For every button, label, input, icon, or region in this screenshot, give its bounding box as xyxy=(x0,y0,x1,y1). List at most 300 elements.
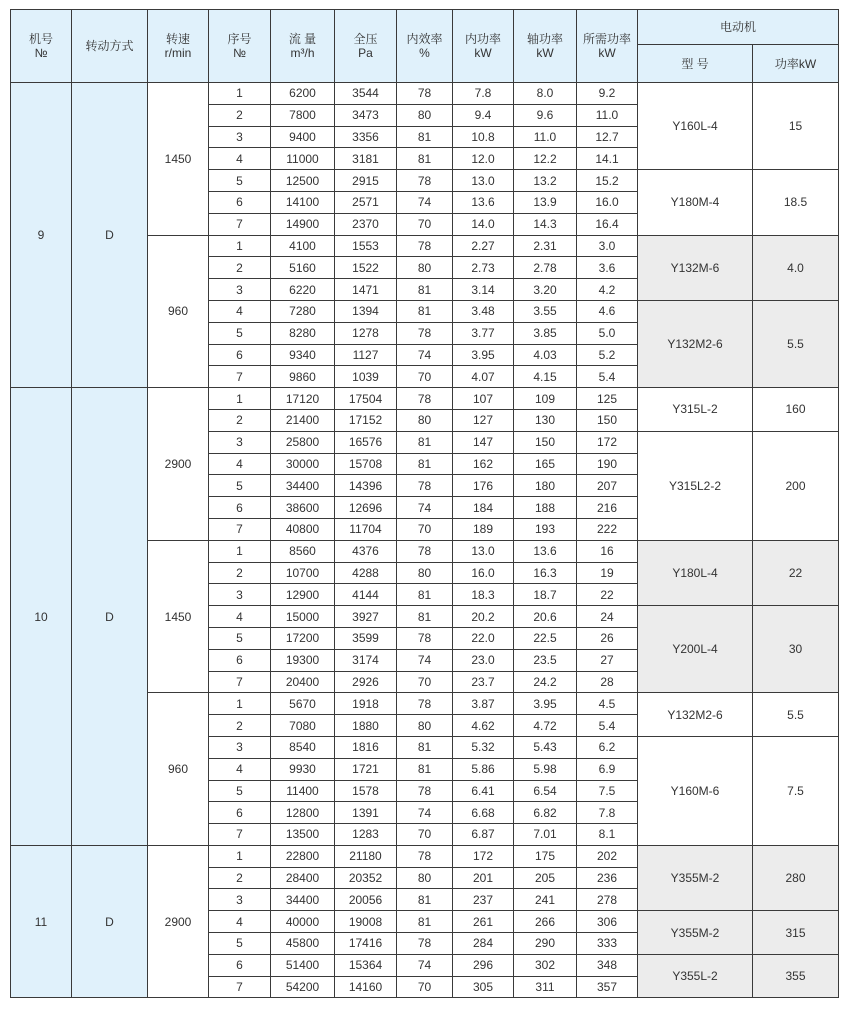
int-power-cell: 189 xyxy=(453,518,514,540)
int-power-cell: 20.2 xyxy=(453,606,514,628)
motor-model-cell: Y180L-4 xyxy=(638,540,753,605)
pressure-cell: 1283 xyxy=(335,824,397,846)
pressure-cell: 15708 xyxy=(335,453,397,475)
pressure-cell: 1721 xyxy=(335,758,397,780)
seq-cell: 3 xyxy=(209,126,271,148)
shaft-power-cell: 3.85 xyxy=(514,322,577,344)
shaft-power-cell: 23.5 xyxy=(514,649,577,671)
header-model: 型 号 xyxy=(638,45,753,83)
shaft-power-cell: 266 xyxy=(514,911,577,933)
pressure-cell: 20056 xyxy=(335,889,397,911)
flow-cell: 34400 xyxy=(271,475,335,497)
pressure-cell: 17504 xyxy=(335,388,397,410)
flow-cell: 9860 xyxy=(271,366,335,388)
seq-cell: 5 xyxy=(209,627,271,649)
shaft-power-cell: 4.03 xyxy=(514,344,577,366)
flow-cell: 34400 xyxy=(271,889,335,911)
flow-cell: 9930 xyxy=(271,758,335,780)
int-power-cell: 16.0 xyxy=(453,562,514,584)
int-eff-cell: 81 xyxy=(397,889,453,911)
motor-model-cell: Y315L-2 xyxy=(638,388,753,432)
int-power-cell: 237 xyxy=(453,889,514,911)
speed-cell: 1450 xyxy=(148,83,209,236)
shaft-power-cell: 5.43 xyxy=(514,736,577,758)
req-power-cell: 12.7 xyxy=(577,126,638,148)
flow-cell: 22800 xyxy=(271,845,335,867)
shaft-power-cell: 7.01 xyxy=(514,824,577,846)
req-power-cell: 5.2 xyxy=(577,344,638,366)
req-power-cell: 5.4 xyxy=(577,715,638,737)
header-int-eff-unit: % xyxy=(419,46,430,60)
speed-cell: 2900 xyxy=(148,388,209,541)
seq-cell: 1 xyxy=(209,540,271,562)
int-eff-cell: 78 xyxy=(397,845,453,867)
header-int-power-unit: kW xyxy=(474,46,492,60)
int-eff-cell: 70 xyxy=(397,976,453,998)
req-power-cell: 14.1 xyxy=(577,148,638,170)
pressure-cell: 1918 xyxy=(335,693,397,715)
req-power-cell: 7.8 xyxy=(577,802,638,824)
motor-power-cell: 355 xyxy=(753,954,839,998)
int-eff-cell: 81 xyxy=(397,431,453,453)
req-power-cell: 4.2 xyxy=(577,279,638,301)
seq-cell: 4 xyxy=(209,453,271,475)
motor-power-cell: 5.5 xyxy=(753,693,839,737)
int-eff-cell: 78 xyxy=(397,322,453,344)
seq-cell: 2 xyxy=(209,562,271,584)
req-power-cell: 4.6 xyxy=(577,300,638,322)
machine-no-cell: 9 xyxy=(11,83,72,388)
shaft-power-cell: 109 xyxy=(514,388,577,410)
int-eff-cell: 80 xyxy=(397,715,453,737)
flow-cell: 4100 xyxy=(271,235,335,257)
req-power-cell: 4.5 xyxy=(577,693,638,715)
seq-cell: 3 xyxy=(209,736,271,758)
shaft-power-cell: 13.9 xyxy=(514,191,577,213)
flow-cell: 10700 xyxy=(271,562,335,584)
shaft-power-cell: 9.6 xyxy=(514,104,577,126)
int-eff-cell: 81 xyxy=(397,911,453,933)
header-pressure xyxy=(335,10,397,83)
shaft-power-cell: 130 xyxy=(514,409,577,431)
pressure-cell: 15364 xyxy=(335,954,397,976)
shaft-power-cell: 16.3 xyxy=(514,562,577,584)
shaft-power-cell: 13.6 xyxy=(514,540,577,562)
header-int-power xyxy=(453,10,514,83)
pressure-cell: 1471 xyxy=(335,279,397,301)
table-row xyxy=(11,83,839,105)
pressure-cell: 1816 xyxy=(335,736,397,758)
seq-cell: 2 xyxy=(209,715,271,737)
seq-cell: 2 xyxy=(209,104,271,126)
pressure-cell: 1278 xyxy=(335,322,397,344)
machine-no-cell: 10 xyxy=(11,388,72,846)
header-shaft-power xyxy=(514,10,577,83)
int-eff-cell: 78 xyxy=(397,170,453,192)
shaft-power-cell: 165 xyxy=(514,453,577,475)
int-power-cell: 14.0 xyxy=(453,213,514,235)
pressure-cell: 1522 xyxy=(335,257,397,279)
flow-cell: 51400 xyxy=(271,954,335,976)
int-power-cell: 107 xyxy=(453,388,514,410)
flow-cell: 17120 xyxy=(271,388,335,410)
req-power-cell: 16.4 xyxy=(577,213,638,235)
machine-no-cell: 11 xyxy=(11,845,72,998)
shaft-power-cell: 3.55 xyxy=(514,300,577,322)
req-power-cell: 172 xyxy=(577,431,638,453)
pressure-cell: 11704 xyxy=(335,518,397,540)
pressure-cell: 12696 xyxy=(335,497,397,519)
req-power-cell: 5.4 xyxy=(577,366,638,388)
pressure-cell: 1553 xyxy=(335,235,397,257)
shaft-power-cell: 193 xyxy=(514,518,577,540)
flow-cell: 14900 xyxy=(271,213,335,235)
pressure-cell: 4288 xyxy=(335,562,397,584)
seq-cell: 2 xyxy=(209,867,271,889)
flow-cell: 21400 xyxy=(271,409,335,431)
int-eff-cell: 74 xyxy=(397,954,453,976)
speed-cell: 960 xyxy=(148,693,209,846)
shaft-power-cell: 5.98 xyxy=(514,758,577,780)
req-power-cell: 24 xyxy=(577,606,638,628)
flow-cell: 15000 xyxy=(271,606,335,628)
int-power-cell: 2.73 xyxy=(453,257,514,279)
seq-cell: 3 xyxy=(209,279,271,301)
int-eff-cell: 70 xyxy=(397,213,453,235)
motor-power-cell: 7.5 xyxy=(753,736,839,845)
int-power-cell: 6.68 xyxy=(453,802,514,824)
seq-cell: 6 xyxy=(209,954,271,976)
shaft-power-cell: 302 xyxy=(514,954,577,976)
motor-model-cell: Y200L-4 xyxy=(638,606,753,693)
int-power-cell: 13.0 xyxy=(453,170,514,192)
seq-cell: 1 xyxy=(209,235,271,257)
shaft-power-cell: 2.78 xyxy=(514,257,577,279)
seq-cell: 6 xyxy=(209,191,271,213)
int-eff-cell: 80 xyxy=(397,257,453,279)
flow-cell: 25800 xyxy=(271,431,335,453)
flow-cell: 5160 xyxy=(271,257,335,279)
motor-power-cell: 200 xyxy=(753,431,839,540)
motor-model-cell: Y160L-4 xyxy=(638,83,753,170)
drive-cell: D xyxy=(72,388,148,846)
header-seq xyxy=(209,10,271,83)
int-power-cell: 23.0 xyxy=(453,649,514,671)
seq-cell: 5 xyxy=(209,322,271,344)
pressure-cell: 4144 xyxy=(335,584,397,606)
motor-power-cell: 30 xyxy=(753,606,839,693)
flow-cell: 13500 xyxy=(271,824,335,846)
header-req-power-label: 所需功率 xyxy=(582,32,631,46)
int-eff-cell: 70 xyxy=(397,824,453,846)
pressure-cell: 17152 xyxy=(335,409,397,431)
int-eff-cell: 74 xyxy=(397,649,453,671)
flow-cell: 6200 xyxy=(271,83,335,105)
shaft-power-cell: 24.2 xyxy=(514,671,577,693)
motor-model-cell: Y132M2-6 xyxy=(638,693,753,737)
flow-cell: 11000 xyxy=(271,148,335,170)
seq-cell: 7 xyxy=(209,976,271,998)
seq-cell: 5 xyxy=(209,170,271,192)
int-power-cell: 13.6 xyxy=(453,191,514,213)
pressure-cell: 20352 xyxy=(335,867,397,889)
flow-cell: 17200 xyxy=(271,627,335,649)
seq-cell: 7 xyxy=(209,824,271,846)
int-power-cell: 3.14 xyxy=(453,279,514,301)
int-power-cell: 3.48 xyxy=(453,300,514,322)
shaft-power-cell: 8.0 xyxy=(514,83,577,105)
pressure-cell: 3174 xyxy=(335,649,397,671)
int-eff-cell: 81 xyxy=(397,453,453,475)
req-power-cell: 357 xyxy=(577,976,638,998)
int-eff-cell: 78 xyxy=(397,388,453,410)
int-power-cell: 176 xyxy=(453,475,514,497)
header-flow-unit: m³/h xyxy=(290,46,315,60)
flow-cell: 8280 xyxy=(271,322,335,344)
int-power-cell: 305 xyxy=(453,976,514,998)
seq-cell: 4 xyxy=(209,148,271,170)
pressure-cell: 17416 xyxy=(335,933,397,955)
seq-cell: 1 xyxy=(209,693,271,715)
flow-cell: 7280 xyxy=(271,300,335,322)
flow-cell: 7080 xyxy=(271,715,335,737)
motor-power-cell: 18.5 xyxy=(753,170,839,235)
seq-cell: 7 xyxy=(209,213,271,235)
shaft-power-cell: 205 xyxy=(514,867,577,889)
seq-cell: 3 xyxy=(209,584,271,606)
shaft-power-cell: 4.72 xyxy=(514,715,577,737)
int-eff-cell: 80 xyxy=(397,562,453,584)
pressure-cell: 3356 xyxy=(335,126,397,148)
int-eff-cell: 81 xyxy=(397,148,453,170)
int-power-cell: 201 xyxy=(453,867,514,889)
flow-cell: 8540 xyxy=(271,736,335,758)
pressure-cell: 16576 xyxy=(335,431,397,453)
int-eff-cell: 81 xyxy=(397,300,453,322)
int-power-cell: 9.4 xyxy=(453,104,514,126)
req-power-cell: 3.0 xyxy=(577,235,638,257)
header-req-power xyxy=(577,10,638,83)
req-power-cell: 19 xyxy=(577,562,638,584)
seq-cell: 6 xyxy=(209,649,271,671)
flow-cell: 12800 xyxy=(271,802,335,824)
seq-cell: 1 xyxy=(209,388,271,410)
seq-cell: 4 xyxy=(209,606,271,628)
pressure-cell: 3599 xyxy=(335,627,397,649)
req-power-cell: 202 xyxy=(577,845,638,867)
int-power-cell: 23.7 xyxy=(453,671,514,693)
header-int-eff xyxy=(397,10,453,83)
speed-cell: 960 xyxy=(148,235,209,388)
int-eff-cell: 81 xyxy=(397,126,453,148)
req-power-cell: 278 xyxy=(577,889,638,911)
seq-cell: 4 xyxy=(209,300,271,322)
int-power-cell: 4.62 xyxy=(453,715,514,737)
header-seq-label: 序号 xyxy=(227,32,252,46)
header-row-1 xyxy=(11,10,839,45)
req-power-cell: 3.6 xyxy=(577,257,638,279)
req-power-cell: 236 xyxy=(577,867,638,889)
pressure-cell: 14396 xyxy=(335,475,397,497)
int-power-cell: 13.0 xyxy=(453,540,514,562)
seq-cell: 1 xyxy=(209,845,271,867)
flow-cell: 38600 xyxy=(271,497,335,519)
int-eff-cell: 74 xyxy=(397,191,453,213)
flow-cell: 7800 xyxy=(271,104,335,126)
flow-cell: 54200 xyxy=(271,976,335,998)
seq-cell: 5 xyxy=(209,475,271,497)
motor-power-cell: 280 xyxy=(753,845,839,910)
int-power-cell: 7.8 xyxy=(453,83,514,105)
req-power-cell: 16 xyxy=(577,540,638,562)
seq-cell: 5 xyxy=(209,780,271,802)
header-speed xyxy=(148,10,209,83)
int-eff-cell: 78 xyxy=(397,475,453,497)
table-row xyxy=(11,388,839,410)
seq-cell: 2 xyxy=(209,257,271,279)
int-eff-cell: 80 xyxy=(397,104,453,126)
pressure-cell: 21180 xyxy=(335,845,397,867)
int-eff-cell: 70 xyxy=(397,671,453,693)
int-eff-cell: 81 xyxy=(397,736,453,758)
seq-cell: 7 xyxy=(209,366,271,388)
header-speed-unit: r/min xyxy=(164,46,192,60)
motor-power-cell: 160 xyxy=(753,388,839,432)
int-eff-cell: 70 xyxy=(397,366,453,388)
int-power-cell: 5.86 xyxy=(453,758,514,780)
flow-cell: 45800 xyxy=(271,933,335,955)
motor-model-cell: Y315L2-2 xyxy=(638,431,753,540)
motor-power-cell: 315 xyxy=(753,911,839,955)
req-power-cell: 125 xyxy=(577,388,638,410)
int-eff-cell: 80 xyxy=(397,409,453,431)
motor-model-cell: Y180M-4 xyxy=(638,170,753,235)
header-seq-sub: № xyxy=(233,46,246,60)
int-eff-cell: 78 xyxy=(397,83,453,105)
seq-cell: 4 xyxy=(209,911,271,933)
shaft-power-cell: 150 xyxy=(514,431,577,453)
int-power-cell: 12.0 xyxy=(453,148,514,170)
pressure-cell: 1880 xyxy=(335,715,397,737)
int-power-cell: 261 xyxy=(453,911,514,933)
pressure-cell: 3927 xyxy=(335,606,397,628)
drive-cell: D xyxy=(72,83,148,388)
table-body xyxy=(11,83,839,998)
req-power-cell: 9.2 xyxy=(577,83,638,105)
table-row xyxy=(11,845,839,867)
flow-cell: 20400 xyxy=(271,671,335,693)
seq-cell: 6 xyxy=(209,344,271,366)
int-eff-cell: 81 xyxy=(397,584,453,606)
motor-model-cell: Y355M-2 xyxy=(638,911,753,955)
req-power-cell: 15.2 xyxy=(577,170,638,192)
fan-performance-table xyxy=(10,9,839,998)
header-machine-no-sub: № xyxy=(34,46,48,60)
shaft-power-cell: 3.95 xyxy=(514,693,577,715)
header-motor-power: 功率kW xyxy=(753,45,839,83)
flow-cell: 12500 xyxy=(271,170,335,192)
shaft-power-cell: 6.82 xyxy=(514,802,577,824)
shaft-power-cell: 241 xyxy=(514,889,577,911)
int-power-cell: 127 xyxy=(453,409,514,431)
req-power-cell: 207 xyxy=(577,475,638,497)
int-power-cell: 147 xyxy=(453,431,514,453)
int-power-cell: 6.87 xyxy=(453,824,514,846)
req-power-cell: 306 xyxy=(577,911,638,933)
header-pressure-unit: Pa xyxy=(358,46,373,60)
pressure-cell: 2915 xyxy=(335,170,397,192)
req-power-cell: 16.0 xyxy=(577,191,638,213)
header-shaft-power-unit: kW xyxy=(536,46,554,60)
flow-cell: 6220 xyxy=(271,279,335,301)
performance-table-wrapper xyxy=(10,9,838,998)
header-flow-label: 流 量 xyxy=(288,32,317,46)
pressure-cell: 3544 xyxy=(335,83,397,105)
pressure-cell: 1127 xyxy=(335,344,397,366)
shaft-power-cell: 311 xyxy=(514,976,577,998)
flow-cell: 9340 xyxy=(271,344,335,366)
header-speed-label: 转速 xyxy=(165,32,190,46)
req-power-cell: 216 xyxy=(577,497,638,519)
flow-cell: 40800 xyxy=(271,518,335,540)
int-power-cell: 296 xyxy=(453,954,514,976)
int-eff-cell: 78 xyxy=(397,540,453,562)
int-power-cell: 3.77 xyxy=(453,322,514,344)
motor-model-cell: Y355L-2 xyxy=(638,954,753,998)
motor-model-cell: Y132M2-6 xyxy=(638,300,753,387)
motor-power-cell: 15 xyxy=(753,83,839,170)
shaft-power-cell: 188 xyxy=(514,497,577,519)
motor-power-cell: 22 xyxy=(753,540,839,605)
int-eff-cell: 81 xyxy=(397,279,453,301)
seq-cell: 2 xyxy=(209,409,271,431)
int-eff-cell: 78 xyxy=(397,693,453,715)
pressure-cell: 1039 xyxy=(335,366,397,388)
shaft-power-cell: 12.2 xyxy=(514,148,577,170)
shaft-power-cell: 6.54 xyxy=(514,780,577,802)
seq-cell: 6 xyxy=(209,497,271,519)
shaft-power-cell: 4.15 xyxy=(514,366,577,388)
shaft-power-cell: 13.2 xyxy=(514,170,577,192)
pressure-cell: 4376 xyxy=(335,540,397,562)
int-eff-cell: 81 xyxy=(397,758,453,780)
header-motor: 电动机 xyxy=(638,10,839,45)
shaft-power-cell: 3.20 xyxy=(514,279,577,301)
shaft-power-cell: 22.5 xyxy=(514,627,577,649)
int-power-cell: 6.41 xyxy=(453,780,514,802)
header-machine-no-label: 机号 xyxy=(28,32,53,46)
flow-cell: 28400 xyxy=(271,867,335,889)
req-power-cell: 222 xyxy=(577,518,638,540)
int-power-cell: 10.8 xyxy=(453,126,514,148)
req-power-cell: 150 xyxy=(577,409,638,431)
motor-model-cell: Y355M-2 xyxy=(638,845,753,910)
seq-cell: 7 xyxy=(209,671,271,693)
motor-model-cell: Y132M-6 xyxy=(638,235,753,300)
header-req-power-unit: kW xyxy=(598,46,616,60)
int-eff-cell: 74 xyxy=(397,344,453,366)
pressure-cell: 14160 xyxy=(335,976,397,998)
req-power-cell: 11.0 xyxy=(577,104,638,126)
int-power-cell: 3.95 xyxy=(453,344,514,366)
req-power-cell: 6.9 xyxy=(577,758,638,780)
seq-cell: 5 xyxy=(209,933,271,955)
pressure-cell: 1394 xyxy=(335,300,397,322)
req-power-cell: 22 xyxy=(577,584,638,606)
int-eff-cell: 81 xyxy=(397,606,453,628)
pressure-cell: 2370 xyxy=(335,213,397,235)
shaft-power-cell: 290 xyxy=(514,933,577,955)
